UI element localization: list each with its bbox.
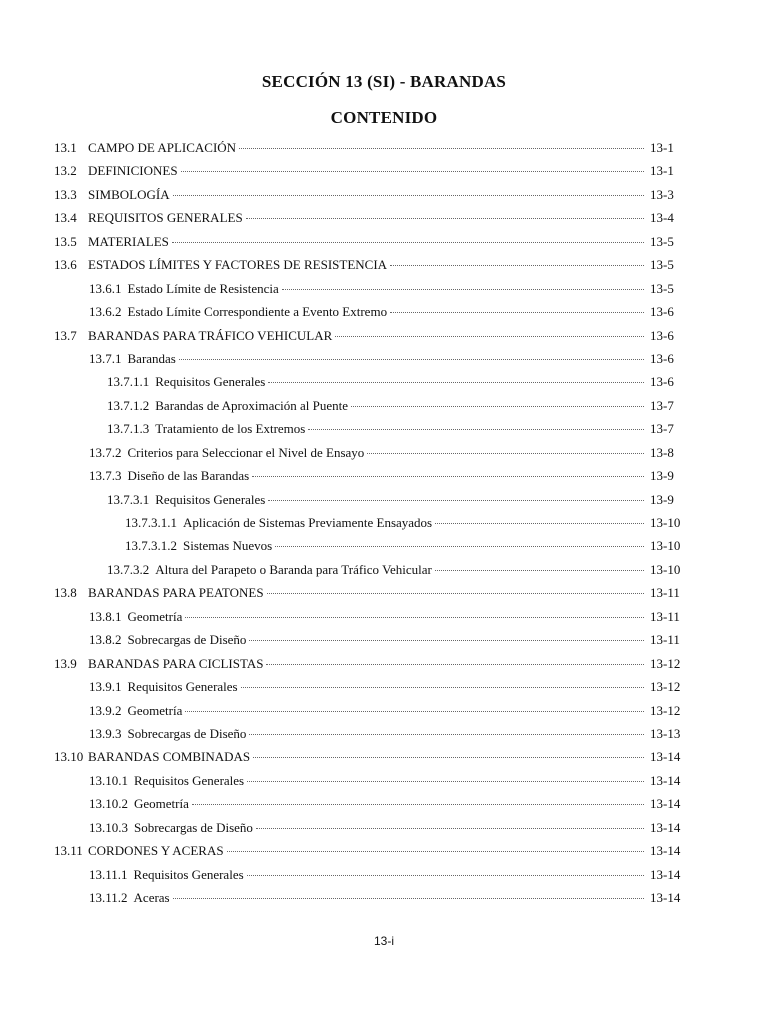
dot-leader [247, 875, 644, 876]
dot-leader [181, 171, 644, 172]
toc-entry-page: 13-14 [650, 772, 681, 788]
toc-entry-page: 13-14 [650, 866, 681, 882]
toc-entry[interactable] [54, 703, 686, 726]
toc-entry-page: 13-4 [650, 210, 674, 226]
dot-leader [367, 453, 644, 454]
dot-leader [390, 312, 644, 313]
toc-entry[interactable] [54, 421, 686, 444]
toc-entry-page: 13-10 [650, 538, 681, 554]
toc-entry-number: 13.1 [54, 140, 77, 155]
toc-entry-title: BARANDAS PARA CICLISTAS [88, 655, 264, 671]
dot-leader [173, 898, 644, 899]
dot-leader [390, 265, 644, 266]
dot-leader [192, 804, 644, 805]
toc-entry[interactable] [54, 492, 686, 515]
toc-entry[interactable] [54, 187, 686, 210]
toc-entry-number: 13.10 [54, 749, 84, 765]
toc-entry-title: Requisitos Generales [155, 491, 266, 507]
toc-entry-page: 13-13 [650, 725, 681, 741]
toc-entry-title: Barandas de Aproximación al Puente [155, 397, 349, 413]
toc-entry-number: 13.9.1 [89, 679, 122, 695]
toc-entry-page: 13-11 [650, 585, 680, 601]
dot-leader [268, 382, 644, 383]
toc-entry[interactable] [54, 257, 686, 280]
toc-entry-number: 13.2 [54, 163, 77, 179]
toc-entry-title: Geometría [127, 608, 183, 624]
toc-entry-number: 13.10.2 [89, 796, 128, 812]
toc-entry-title: SIMBOLOGÍA [88, 186, 170, 202]
toc-entry-page: 13-6 [650, 350, 674, 366]
toc-entry-page: 13-6 [650, 374, 674, 390]
toc-entry-page: 13-1 [650, 140, 674, 155]
toc-entry-page: 13-5 [650, 280, 674, 296]
toc-entry[interactable] [54, 773, 686, 796]
toc-entry[interactable] [54, 281, 686, 304]
toc-entry-number: 13.8.1 [89, 608, 122, 624]
toc-entry-page: 13-7 [650, 397, 674, 413]
page-title: SECCIÓN 13 (SI) - BARANDAS [261, 72, 507, 91]
toc-entry[interactable] [54, 609, 686, 632]
toc-entry[interactable] [54, 398, 686, 421]
toc-entry-title: ESTADOS LÍMITES Y FACTORES DE RESISTENCIA [88, 257, 388, 273]
toc-entry[interactable] [54, 562, 686, 585]
toc-entry-number: 13.7.3.1.2 [125, 538, 177, 554]
dot-leader [227, 851, 644, 852]
toc-entry-title: Requisitos Generales [155, 374, 266, 390]
toc-entry-number: 13.5 [54, 233, 77, 249]
toc-entry-title: Altura del Parapeto o Baranda para Tráfico Vehicular [155, 561, 432, 577]
toc-entry-number: 13.6.1 [89, 280, 122, 296]
dot-leader [247, 781, 644, 782]
dot-leader [249, 734, 644, 735]
toc-entry-number: 13.10.3 [89, 819, 128, 835]
toc-entry-title: Sistemas Nuevos [183, 538, 273, 554]
toc-entry-page: 13-5 [650, 233, 674, 249]
dot-leader [282, 289, 644, 290]
toc-entry[interactable] [54, 304, 686, 327]
toc-entry-title: Barandas [127, 350, 176, 366]
toc-entry-title: Tratamiento de los Extremos [155, 421, 306, 437]
toc-entry-number: 13.9.2 [89, 702, 122, 718]
toc-entry-page: 13-14 [650, 749, 681, 765]
dot-leader [351, 406, 644, 407]
toc-entry-number: 13.11 [54, 843, 83, 859]
toc-entry-number: 13.7.3.1.1 [125, 515, 177, 530]
toc-entry-title: Requisitos Generales [134, 772, 245, 788]
toc-entry-page: 13-14 [650, 843, 681, 859]
toc-entry-page: 13-12 [650, 655, 681, 671]
toc-entry[interactable] [54, 796, 686, 819]
toc-entry[interactable] [54, 890, 686, 913]
toc-entry-number: 13.7.3.1 [107, 491, 150, 507]
dot-leader [173, 195, 644, 196]
toc-entry-title: Geometría [127, 702, 183, 718]
toc-entry-title: Sobrecargas de Diseño [127, 632, 247, 648]
toc-entry-title: Aplicación de Sistemas Previamente Ensayados [183, 515, 433, 530]
toc-entry-page: 13-3 [650, 186, 674, 202]
toc-entry-number: 13.10.1 [89, 772, 128, 788]
toc-entry-number: 13.7 [54, 327, 77, 343]
dot-leader [435, 570, 644, 571]
contents-heading: CONTENIDO [330, 108, 438, 127]
table-of-contents [54, 140, 686, 913]
dot-leader [268, 500, 644, 501]
toc-entry-title: CAMPO DE APLICACIÓN [88, 140, 237, 155]
toc-entry-number: 13.3 [54, 186, 77, 202]
toc-entry-number: 13.11.2 [89, 890, 128, 905]
toc-entry-number: 13.4 [54, 210, 77, 226]
toc-entry-title: Estado Límite de Resistencia [127, 280, 279, 296]
toc-entry-page: 13-9 [650, 491, 674, 507]
toc-entry-number: 13.8 [54, 585, 77, 601]
dot-leader [308, 429, 644, 430]
dot-leader [241, 687, 644, 688]
toc-entry[interactable] [54, 515, 686, 538]
toc-entry-page: 13-14 [650, 796, 681, 812]
toc-entry-number: 13.7.2 [89, 444, 122, 460]
dot-leader [335, 336, 644, 337]
toc-entry-page: 13-7 [650, 421, 674, 437]
toc-entry-number: 13.11.1 [89, 866, 128, 882]
toc-entry[interactable] [54, 585, 686, 608]
dot-leader [185, 617, 644, 618]
toc-entry-number: 13.9 [54, 655, 77, 671]
toc-entry-number: 13.6 [54, 257, 77, 273]
toc-entry[interactable] [54, 726, 686, 749]
toc-entry[interactable] [54, 328, 686, 351]
toc-entry[interactable] [54, 210, 686, 233]
toc-entry[interactable] [54, 656, 686, 679]
dot-leader [185, 711, 644, 712]
toc-entry[interactable] [54, 351, 686, 374]
toc-entry-page: 13-12 [650, 702, 681, 718]
toc-entry[interactable] [54, 679, 686, 702]
toc-entry-title: Requisitos Generales [127, 679, 238, 695]
toc-entry-page: 13-9 [650, 468, 674, 484]
toc-entry-title: CORDONES Y ACERAS [88, 843, 224, 859]
toc-entry-title: Diseño de las Barandas [127, 468, 250, 484]
toc-entry[interactable] [54, 820, 686, 843]
dot-leader [246, 218, 644, 219]
dot-leader [179, 359, 644, 360]
dot-leader [172, 242, 644, 243]
toc-entry-page: 13-10 [650, 515, 681, 530]
toc-entry-title: Requisitos Generales [133, 866, 244, 882]
page-number: 13-i [373, 934, 394, 948]
toc-entry-title: DEFINICIONES [88, 163, 178, 179]
toc-entry[interactable] [54, 374, 686, 397]
toc-entry-page: 13-14 [650, 890, 681, 905]
toc-entry[interactable] [54, 140, 686, 163]
dot-leader [239, 148, 644, 149]
toc-entry-page: 13-5 [650, 257, 674, 273]
toc-entry-title: Geometría [134, 796, 189, 812]
toc-entry[interactable] [54, 867, 686, 890]
toc-entry-title: REQUISITOS GENERALES [88, 210, 243, 226]
toc-entry-number: 13.7.3 [89, 468, 122, 484]
toc-entry-number: 13.8.2 [89, 632, 122, 648]
toc-entry[interactable] [54, 163, 686, 186]
toc-entry-number: 13.9.3 [89, 725, 122, 741]
toc-entry-page: 13-10 [650, 561, 681, 577]
dot-leader [267, 593, 644, 594]
toc-entry-page: 13-11 [650, 632, 680, 648]
toc-entry[interactable] [54, 632, 686, 655]
toc-entry-page: 13-6 [650, 327, 674, 343]
dot-leader [275, 546, 644, 547]
dot-leader [253, 757, 644, 758]
toc-entry[interactable] [54, 234, 686, 257]
toc-entry[interactable] [54, 538, 686, 561]
dot-leader [249, 640, 644, 641]
toc-entry[interactable] [54, 445, 686, 468]
toc-entry-title: Criterios para Seleccionar el Nivel de Ensayo [127, 444, 365, 460]
toc-entry-title: BARANDAS COMBINADAS [88, 749, 251, 765]
toc-entry-page: 13-1 [650, 163, 674, 179]
toc-entry-page: 13-6 [650, 304, 674, 320]
toc-entry-number: 13.7.1.2 [107, 397, 150, 413]
dot-leader [256, 828, 644, 829]
dot-leader [435, 523, 644, 524]
dot-leader [266, 664, 644, 665]
toc-entry-title: Aceras [133, 890, 170, 905]
toc-entry-title: BARANDAS PARA PEATONES [88, 585, 264, 601]
toc-entry-number: 13.7.3.2 [107, 561, 150, 577]
toc-entry-page: 13-12 [650, 679, 681, 695]
toc-entry-number: 13.7.1 [89, 350, 122, 366]
toc-entry-number: 13.6.2 [89, 304, 122, 320]
toc-entry-page: 13-14 [650, 819, 681, 835]
toc-entry-title: Sobrecargas de Diseño [127, 725, 247, 741]
toc-entry-number: 13.7.1.1 [107, 374, 150, 390]
toc-entry-title: Estado Límite Correspondiente a Evento Extremo [127, 304, 388, 320]
toc-entry[interactable] [54, 749, 686, 772]
toc-entry-page: 13-11 [650, 608, 680, 624]
toc-entry-page: 13-8 [650, 444, 674, 460]
toc-entry-title: MATERIALES [88, 233, 169, 249]
toc-entry[interactable] [54, 468, 686, 491]
toc-entry[interactable] [54, 843, 686, 866]
dot-leader [252, 476, 644, 477]
toc-entry-number: 13.7.1.3 [107, 421, 150, 437]
toc-entry-title: Sobrecargas de Diseño [134, 819, 253, 835]
toc-entry-title: BARANDAS PARA TRÁFICO VEHICULAR [88, 327, 333, 343]
